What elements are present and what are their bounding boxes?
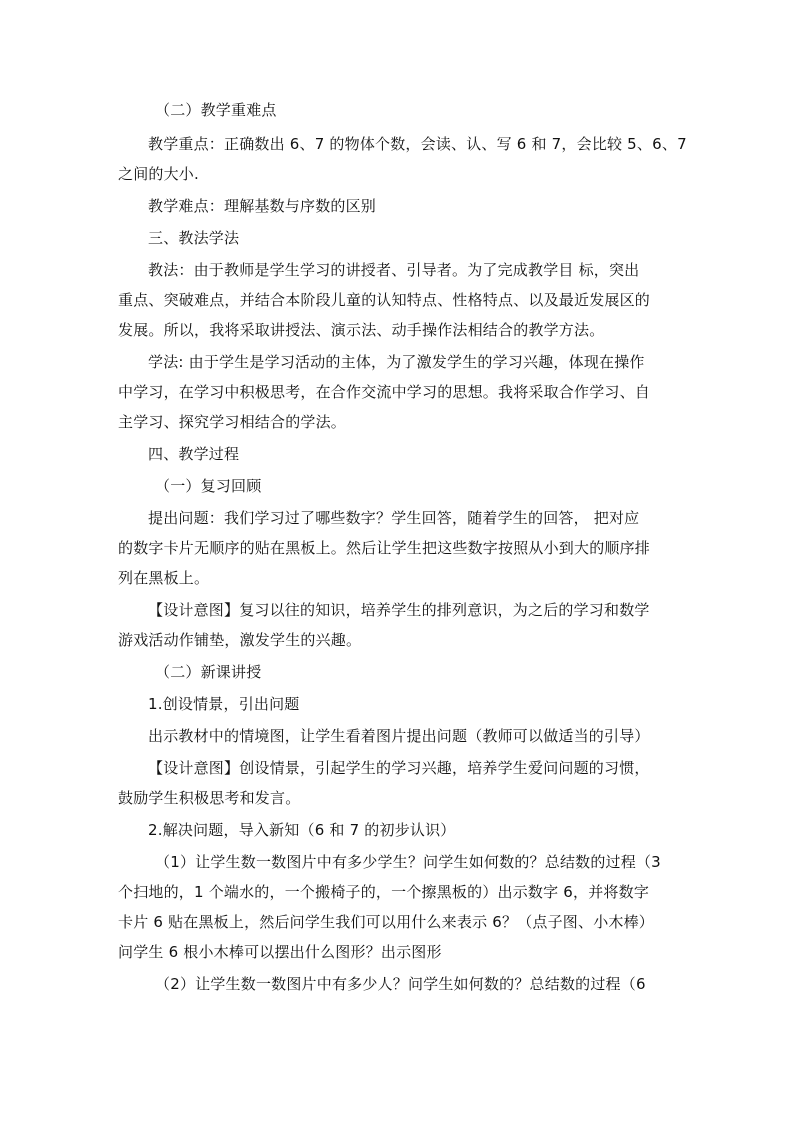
paragraph-line: 2.解决问题，导入新知（6 和 7 的初步认识） [148, 821, 456, 839]
paragraph-line: 游戏活动作铺垫，激发学生的兴趣。 [118, 631, 362, 649]
paragraph-line: 鼓励学生积极思考和发言。 [118, 789, 301, 807]
paragraph-line: 发展。所以，我将采取讲授法、演示法、动手操作法相结合的教学方法。 [118, 321, 605, 339]
paragraph-line: （2）让学生数一数图片中有多少人？问学生如何数的？总结数的过程（6 [155, 975, 646, 993]
paragraph-line: 的数字卡片无顺序的贴在黑板上。然后让学生把这些数字按照从小到大的顺序排 [118, 539, 651, 557]
paragraph-line: 提出问题：我们学习过了哪些数字？学生回答，随着学生的回答， 把对应 [148, 509, 640, 527]
paragraph-line: （1）让学生数一数图片中有多少学生？问学生如何数的？总结数的过程（3 [155, 853, 661, 871]
paragraph-line: 之间的大小. [118, 165, 199, 183]
paragraph-line: 教学难点：理解基数与序数的区别 [148, 197, 377, 215]
heading-teaching-process: 四、教学过程 [148, 445, 240, 463]
heading-teaching-key-points: （二）教学重难点 [155, 101, 277, 119]
paragraph-line: 个扫地的，1 个端水的，一个搬椅子的，一个擦黑板的）出示数字 6，并将数字 [118, 883, 650, 901]
paragraph-line: 【设计意图】复习以往的知识，培养学生的排列意识，为之后的学习和数学 [148, 601, 650, 619]
paragraph-line: 出示教材中的情境图，让学生看着图片提出问题（教师可以做适当的引导） [148, 727, 650, 745]
paragraph-line: 学法: 由于学生是学习活动的主体，为了激发学生的学习兴趣，体现在操作 [148, 353, 645, 371]
heading-new-lesson: （二）新课讲授 [155, 663, 262, 681]
paragraph-line: 1.创设情景，引出问题 [148, 695, 300, 713]
paragraph-line: 教法：由于教师是学生学习的讲授者、引导者。为了完成教学目 标，突出 [148, 261, 640, 279]
paragraph-line: 卡片 6 贴在黑板上，然后问学生我们可以用什么来表示 6？（点子图、小木棒） [118, 913, 654, 931]
heading-teaching-methods: 三、教法学法 [148, 229, 240, 247]
paragraph-line: 中学习，在学习中积极思考，在合作交流中学习的思想。我将采取合作学习、自 [118, 383, 651, 401]
paragraph-line: 重点、突破难点，并结合本阶段儿童的认知特点、性格特点、以及最近发展区的 [118, 291, 651, 309]
paragraph-line: 教学重点：正确数出 6、7 的物体个数，会读、认、写 6 和 7，会比较 5、6、7 [148, 135, 687, 153]
paragraph-line: 列在黑板上。 [118, 569, 210, 587]
paragraph-line: 【设计意图】创设情景，引起学生的学习兴趣，培养学生爱问问题的习惯， [148, 759, 650, 777]
paragraph-line: 主学习、探究学习相结合的学法。 [118, 413, 347, 431]
heading-review: （一）复习回顾 [155, 477, 262, 495]
paragraph-line: 问学生 6 根小木棒可以摆出什么图形？出示图形 [118, 943, 442, 961]
